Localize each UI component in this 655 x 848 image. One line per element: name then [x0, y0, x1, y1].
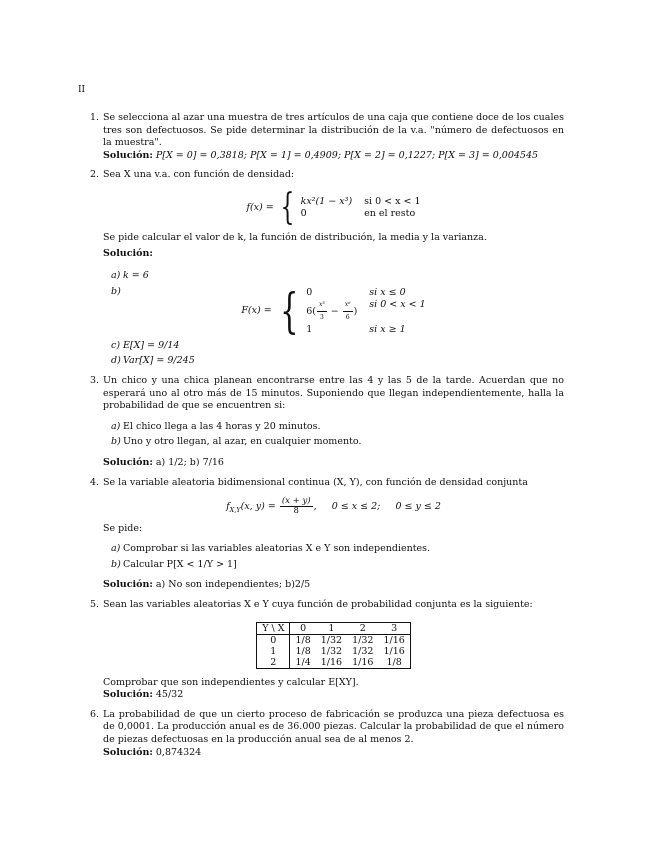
problem-5	[90, 599, 564, 702]
problem-text: Se la variable aleatoria bidimensional continua (X, Y), con función de densidad conjunta	[103, 476, 528, 488]
problem-parts	[103, 421, 564, 449]
problem-part: a) Comprobar si las variables aleatorias X e Y son independientes.	[111, 543, 431, 555]
problem-part: b) Uno y otro llegan, al azar, en cualquier momento.	[111, 436, 362, 448]
case-cond: en el resto	[364, 207, 416, 219]
problem-parts	[103, 543, 564, 571]
case-expr: 1	[306, 323, 313, 335]
case-expr: 6( $\frac{\text{x³}}{3}$ − $\frac{\text{x⁶}}{6}$ )	[306, 300, 358, 321]
problem-1	[90, 112, 564, 162]
solution-text: 0,874324	[155, 746, 202, 758]
problem-6	[90, 709, 564, 759]
solution-part: a) k = 6	[111, 270, 149, 282]
case-cond: si x ≤ 0	[369, 286, 406, 298]
table-col-header: 1	[316, 622, 347, 634]
table-col-header: 0	[290, 622, 316, 634]
solution-parts: a) k = 6 b)	[103, 270, 564, 283]
solution	[103, 150, 564, 163]
solution-label: Solución:	[103, 456, 153, 468]
table-row: 2 1/4 1/16 1/16 1/8	[270, 656, 402, 668]
problem-number: 5.	[90, 598, 100, 610]
solution-part: c) E[X] = 9/14	[111, 339, 180, 351]
problem-request: Se pide:	[103, 522, 143, 534]
joint-probability-table	[256, 622, 411, 669]
problem-part: b) Calcular P[X < 1/Y > 1]	[111, 558, 237, 570]
case-cond: si x ≥ 1	[369, 323, 406, 335]
solution-text: P[X = 0] = 0,3818; P[X = 1] = 0,4909; P[X = 2] = 0,1227; P[X = 3] = 0,004545	[155, 149, 539, 161]
problem-part: a) El chico llega a las 4 horas y 20 minutos.	[111, 420, 321, 432]
solution	[103, 747, 564, 760]
solution-text: a) No son independientes; b)2/5	[155, 579, 311, 591]
problem-text: Sea X una v.a. con función de densidad:	[103, 169, 295, 181]
left-brace: {	[280, 186, 295, 228]
solution-text: 45/32	[155, 689, 184, 701]
solution-parts	[103, 340, 564, 368]
solution	[103, 579, 564, 592]
problem-text: Se selecciona al azar una muestra de tres artículos de una caja que contiene doce de los cuales tres son defectuosos. Se pide determinar la distribución de la v.a. "número de defectuosos en la muestra".	[103, 112, 564, 149]
solution	[103, 248, 564, 261]
table-col-header: 2	[347, 622, 378, 634]
solution-label: Solución:	[103, 149, 153, 161]
problem-number: 4.	[90, 476, 100, 488]
table-corner: Y \ X	[257, 622, 290, 634]
table-col-header: 3	[378, 622, 410, 634]
solution-label: Solución:	[103, 247, 153, 259]
problem-request: Comprobar que son independientes y calcular E[XY].	[103, 676, 359, 688]
problem-request: Se pide calcular el valor de k, la función de distribución, la media y la varianza.	[103, 231, 487, 243]
solution-label: Solución:	[103, 579, 153, 591]
cdf-lhs: F(x) =	[241, 304, 272, 316]
problem-2	[90, 169, 564, 368]
case-cond: si 0 < x < 1	[369, 298, 426, 310]
case-expr: 0	[300, 207, 307, 219]
problem-number: 6.	[90, 708, 100, 720]
problem-3	[90, 375, 564, 470]
solution-part: d) Var[X] = 9/245	[111, 355, 195, 367]
problem-number: 2.	[90, 169, 100, 181]
problem-text: Un chico y una chica planean encontrarse entre las 4 y las 5 de la tarde. Acuerdan que no esperará uno al otro más de 15 minutos. Suponiendo que llegan independientemente, halla la probabilidad de que se encuentren si:	[103, 374, 564, 412]
problem-number: 3.	[90, 374, 100, 386]
problem-number: 1.	[90, 112, 100, 123]
density-lhs: f(x) =	[246, 201, 274, 213]
problem-list	[90, 112, 564, 766]
problem-text: La probabilidad de que un cierto proceso de fabricación se produzca una pieza defectuosa es de 0,0001. La producción anual es de 36.000 piezas. Calcular la probabilidad de que el número de piezas defectuosas en la producción anual sea de al menos 2.	[103, 708, 564, 745]
solution	[103, 689, 564, 702]
solution-label: Solución:	[103, 746, 153, 758]
table-row: 0 1/8 1/32 1/32 1/16	[270, 634, 405, 646]
joint-density-formula: $f_{X,Y}(x$, y) = $\frac{(x + y)}{8}$ , 0 ≤ x ≤ 2; 0 ≤ y ≤ 2	[226, 496, 441, 517]
solution-label: Solución:	[103, 689, 153, 701]
problem-text: Sean las variables aleatorias X e Y cuya función de probabilidad conjunta es la siguiente:	[103, 598, 533, 610]
table-header-row	[257, 622, 411, 634]
case-cond: si 0 < x < 1	[364, 195, 421, 207]
case-expr: kx²(1 − x³)	[300, 195, 353, 207]
problem-4	[90, 477, 564, 592]
density-formula	[103, 186, 564, 228]
case-expr: 0	[306, 286, 313, 298]
solution	[103, 457, 564, 470]
left-brace: {	[279, 283, 299, 340]
page-number: II	[78, 85, 86, 95]
solution-text: a) 1/2; b) 7/16	[155, 456, 224, 468]
table-row: 1 1/8 1/32 1/32 1/16	[270, 645, 405, 657]
